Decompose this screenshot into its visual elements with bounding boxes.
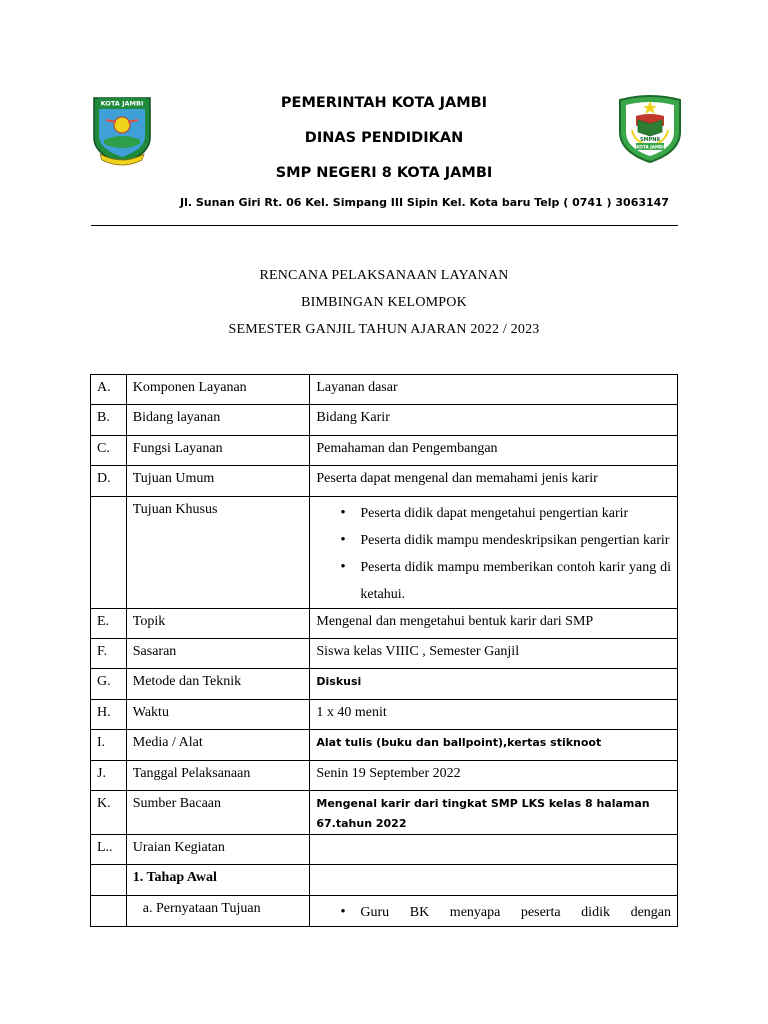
row-number (91, 865, 127, 895)
row-value: Diskusi (310, 669, 678, 699)
table-row (91, 405, 678, 435)
table-row (91, 466, 678, 496)
table-row (91, 638, 678, 668)
row-value: Pemahaman dan Pengembangan (310, 435, 678, 465)
row-number (91, 895, 127, 926)
row-value (310, 895, 678, 926)
row-value (310, 865, 678, 895)
doc-title-line2: BIMBINGAN KELOMPOK (301, 295, 467, 310)
school-name: SMP NEGERI 8 KOTA JAMBI (275, 165, 493, 181)
row-label: a. Pernyataan Tujuan (126, 895, 310, 926)
table-row (91, 895, 678, 926)
row-number (91, 496, 127, 608)
row-label: Fungsi Layanan (126, 435, 310, 465)
list-item: • Peserta didik mampu memberikan contoh karir yang di ketahui. (340, 554, 671, 608)
school-address: Jl. Sunan Giri Rt. 06 Kel. Simpang III Sipin Kel. Kota baru Telp ( 0741 ) 3063147 (180, 196, 669, 209)
row-value: Mengenal dan mengetahui bentuk karir dari SMP (310, 608, 678, 638)
row-value: Peserta dapat mengenal dan memahami jenis karir (310, 466, 678, 496)
table-row (91, 790, 678, 834)
row-label: Tujuan Umum (126, 466, 310, 496)
row-label: Metode dan Teknik (126, 669, 310, 699)
table-row (91, 375, 678, 405)
service-plan-table (90, 374, 678, 927)
row-label: Bidang layanan (126, 405, 310, 435)
row-value: 1 x 40 menit (310, 699, 678, 729)
row-label: Sasaran (126, 638, 310, 668)
table-row (91, 760, 678, 790)
table-row (91, 608, 678, 638)
row-label: Uraian Kegiatan (126, 834, 310, 864)
row-number: C. (91, 435, 127, 465)
row-label: Media / Alat (126, 730, 310, 760)
table-row (91, 730, 678, 760)
doc-title-line1: RENCANA PELAKSANAAN LAYANAN (259, 268, 509, 283)
row-number: D. (91, 466, 127, 496)
table-row (91, 496, 678, 608)
row-number: F. (91, 638, 127, 668)
table-row (91, 435, 678, 465)
row-number: I. (91, 730, 127, 760)
list-item: • Peserta didik dapat mengetahui pengertian karir (340, 500, 671, 527)
svg-text:KOTA JAMBI: KOTA JAMBI (636, 144, 664, 150)
row-number: A. (91, 375, 127, 405)
row-number: B. (91, 405, 127, 435)
row-value (310, 496, 678, 608)
row-number: K. (91, 790, 127, 834)
list-item: • Peserta didik mampu mendeskripsikan pengertian karir (340, 527, 671, 554)
row-value: Layanan dasar (310, 375, 678, 405)
row-value: Mengenal karir dari tingkat SMP LKS kelas 8 halaman 67.tahun 2022 (310, 790, 678, 834)
row-label: Waktu (126, 699, 310, 729)
row-number: J. (91, 760, 127, 790)
row-label: Sumber Bacaan (126, 790, 310, 834)
stage-heading: 1. Tahap Awal (126, 865, 310, 895)
row-value: Alat tulis (buku dan ballpoint),kertas stiknoot (310, 730, 678, 760)
svg-text:KOTA JAMBI: KOTA JAMBI (100, 99, 144, 108)
table-row (91, 834, 678, 864)
government-name: PEMERINTAH KOTA JAMBI (280, 95, 488, 111)
row-number: H. (91, 699, 127, 729)
row-number: L.. (91, 834, 127, 864)
table-row (91, 669, 678, 699)
header-divider (91, 225, 678, 226)
svg-text:SMPN8: SMPN8 (640, 137, 660, 143)
table-row (91, 699, 678, 729)
row-label: Komponen Layanan (126, 375, 310, 405)
list-item: • Guru BK menyapa peserta didik dengan (340, 899, 671, 926)
doc-title-line3: SEMESTER GANJIL TAHUN AJARAN 2022 / 2023 (228, 322, 540, 337)
row-value (310, 834, 678, 864)
objectives-list (316, 500, 671, 608)
row-label: Topik (126, 608, 310, 638)
table-row (91, 865, 678, 895)
activity-list (316, 899, 671, 926)
row-value: Bidang Karir (310, 405, 678, 435)
row-value: Senin 19 September 2022 (310, 760, 678, 790)
row-number: G. (91, 669, 127, 699)
row-number: E. (91, 608, 127, 638)
row-value: Siswa kelas VIIIC , Semester Ganjil (310, 638, 678, 668)
row-label: Tujuan Khusus (126, 496, 310, 608)
row-label: Tanggal Pelaksanaan (126, 760, 310, 790)
letterhead (0, 0, 768, 230)
department-name: DINAS PENDIDIKAN (304, 130, 464, 146)
